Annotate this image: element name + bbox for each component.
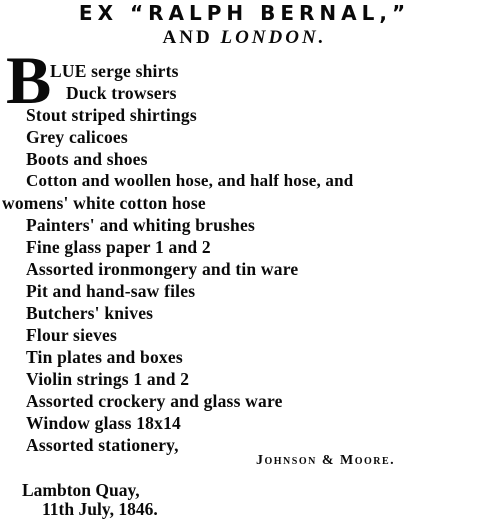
item-line: Tin plates and boxes bbox=[26, 347, 183, 367]
item-line: Pit and hand-saw files bbox=[26, 281, 196, 301]
item-line: Boots and shoes bbox=[26, 149, 148, 169]
item-line: Violin strings 1 and 2 bbox=[26, 369, 190, 389]
item-line: Fine glass paper 1 and 2 bbox=[26, 237, 211, 257]
item-line: womens' white cotton hose bbox=[2, 193, 206, 213]
headline-ship: EX “RALPH BERNAL,” bbox=[78, 1, 411, 25]
headline-origin-prefix: AND bbox=[162, 27, 221, 48]
item-line: Butchers' knives bbox=[26, 303, 154, 323]
item-line: Cotton and woollen hose, and half hose, and bbox=[26, 171, 354, 190]
headline-origin-city: LONDON. bbox=[220, 27, 327, 48]
dateline-place: Lambton Quay, bbox=[22, 480, 140, 500]
item-line: Duck trowsers bbox=[66, 83, 177, 103]
item-line: LUE serge shirts bbox=[50, 61, 179, 81]
item-line: Stout striped shirtings bbox=[26, 105, 197, 125]
headline-origin bbox=[0, 27, 489, 49]
item-line: Assorted ironmongery and tin ware bbox=[26, 259, 299, 279]
item-line: Window glass 18x14 bbox=[26, 413, 181, 433]
drop-cap: B bbox=[6, 42, 52, 118]
signature: Johnson & Moore. bbox=[256, 453, 396, 468]
item-line: Painters' and whiting brushes bbox=[26, 215, 255, 235]
item-line: Flour sieves bbox=[26, 325, 118, 345]
item-line: Assorted crockery and glass ware bbox=[26, 391, 283, 411]
item-line: Grey calicoes bbox=[26, 127, 128, 147]
item-line: Assorted stationery, bbox=[26, 435, 179, 455]
dateline-date: 11th July, 1846. bbox=[42, 499, 158, 519]
